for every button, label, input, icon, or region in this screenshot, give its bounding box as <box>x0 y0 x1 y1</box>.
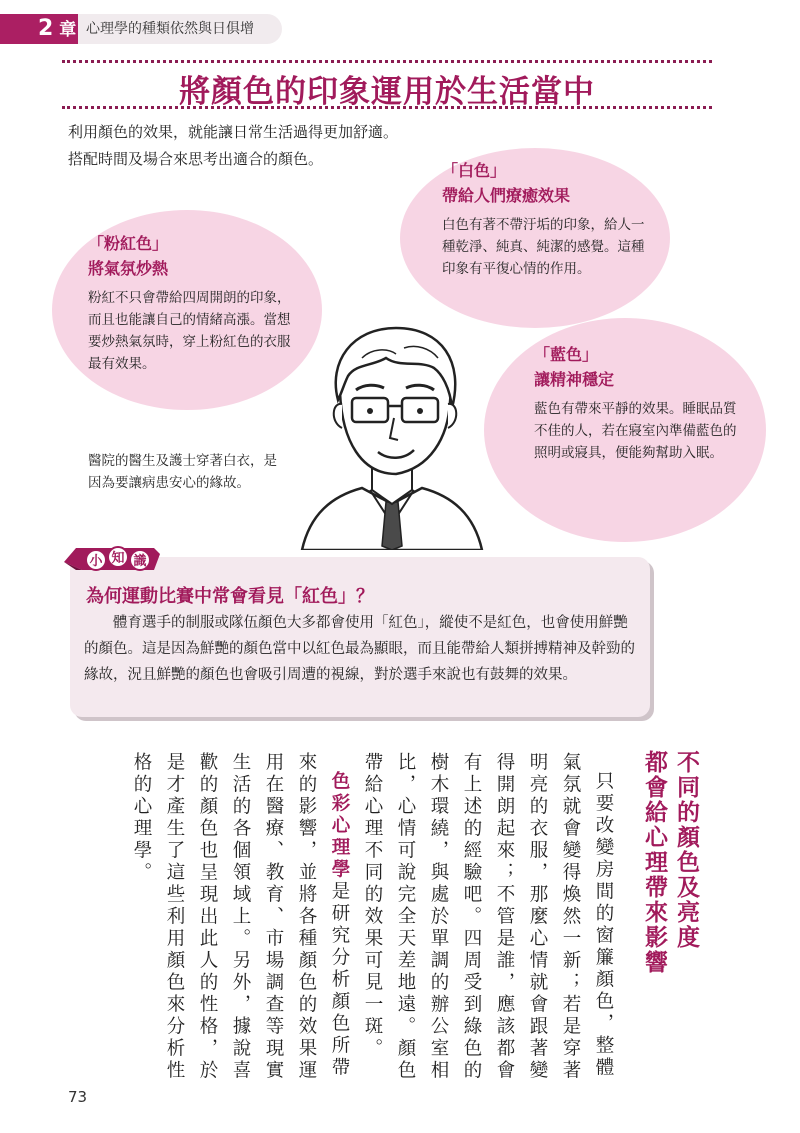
vertical-body <box>125 752 620 1082</box>
subheading-line-2: 都會給心理帶來影響 <box>641 750 667 975</box>
chapter-number: 2 <box>38 16 54 41</box>
page-title: 將顏色的印象運用於生活當中 <box>179 74 595 110</box>
white-body: 白色有著不帶汙垢的印象，給人一種乾淨、純真、純潔的感覺。這種印象有平復心情的作用。 <box>442 217 645 277</box>
divider-bottom <box>62 106 712 109</box>
tip-badge <box>62 540 160 580</box>
blue-title-1: 「藍色」 <box>534 345 599 364</box>
chapter-suffix: 章 <box>59 20 77 40</box>
keyword-color-psychology: 色彩心理學 <box>329 770 350 881</box>
white-bubble-text <box>442 158 657 280</box>
vertical-paragraph-2 <box>125 752 356 1082</box>
white-title-1: 「白色」 <box>442 161 507 180</box>
doctor-illustration <box>292 318 492 550</box>
vertical-subheading <box>638 750 702 975</box>
subheading-line-1: 不同的顏色及亮度 <box>673 750 699 950</box>
blue-title-2: 讓精神穩定 <box>534 370 615 389</box>
vertical-paragraph-1: 只要改變房間的窗簾顏色，整體氣氛就會變得煥然一新；若是穿著明亮的衣服，那麼心情就會跟著變得開朗起來；不管是誰，應該都會有上述的經驗吧。四周受到綠色的樹木環繞，與處於單調的辦公室相比，心情可說完全天差地遠。顏色帶給心理不同的效果可見一斑。 <box>362 752 614 1082</box>
tip-badge-char-2: 知 <box>111 551 125 566</box>
page-number: 73 <box>68 1088 88 1106</box>
pink-title-2: 將氣氛炒熱 <box>88 259 169 278</box>
pink-bubble-text <box>88 231 298 375</box>
pink-body: 粉紅不只會帶給四周開朗的印象，而且也能讓自己的情緒高漲。當想要炒熱氣氛時，穿上粉紅色的衣服最有效果。 <box>88 290 291 372</box>
doctor-caption: 醫院的醫生及護士穿著白衣，是因為要讓病患安心的緣故。 <box>88 453 277 491</box>
chapter-title: 心理學的種類依然與日俱增 <box>86 21 254 37</box>
white-title-2: 帶給人們療癒效果 <box>442 186 571 205</box>
blue-bubble-text <box>534 342 746 464</box>
divider-top <box>62 60 712 63</box>
chapter-badge <box>0 14 78 44</box>
tip-body: 體育選手的制服或隊伍顏色大多都會使用「紅色」，縱使不是紅色，也會使用鮮艷的顏色。這是因為鮮艷的顏色當中以紅色最為顯眼，而且能帶給人類拼搏精神及幹勁的緣故，況且鮮艷的顏色也會吸引周遭的視線，對於選手來說也有鼓舞的效果。 <box>84 615 635 683</box>
tip-badge-char-3: 識 <box>133 554 147 569</box>
blue-body: 藍色有帶來平靜的效果。睡眠品質不佳的人，若在寢室內準備藍色的照明或寢具，便能夠幫助入眠。 <box>534 401 737 461</box>
tip-badge-char-1: 小 <box>89 554 103 569</box>
vertical-paragraph-2-rest: 是研究分析顏色所帶來的影響，並將各種顏色的效果運用在醫療、教育、市場調查等現實生活的各個領域上。另外，據說喜歡的顏色也呈現出此人的性格，於是才產生了這些利用顏色來分析性格的心理學。 <box>131 752 350 1082</box>
tip-title: 為何運動比賽中常會看見「紅色」？ <box>86 586 374 607</box>
pink-title-1: 「粉紅色」 <box>88 234 169 253</box>
intro-text: 利用顏色的效果，就能讓日常生活過得更加舒適。搭配時間及場合來思考出適合的顏色。 <box>68 123 399 168</box>
